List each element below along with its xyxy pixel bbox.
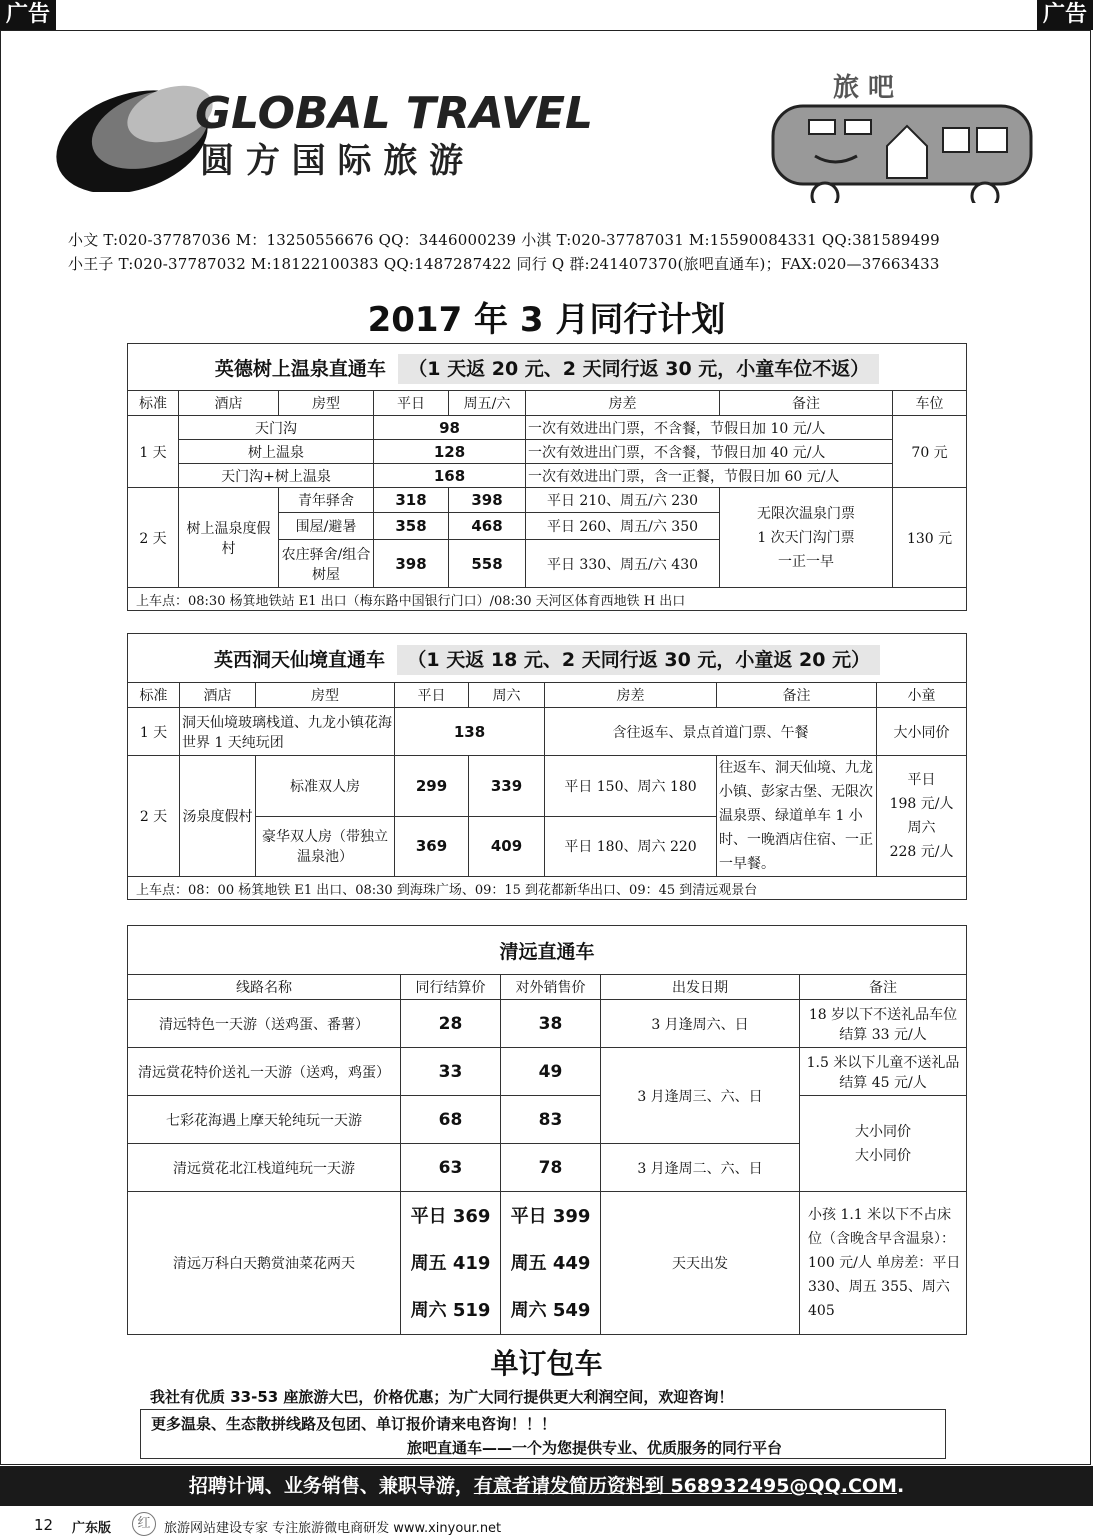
- col-diff: 房差: [526, 391, 720, 416]
- room-diff: 平日 330、周五/六 430: [526, 540, 720, 588]
- remark: [800, 1096, 967, 1192]
- day-label: 2 天: [128, 488, 179, 588]
- col-room: 房型: [256, 683, 395, 708]
- departure-date: 3 月逢周二、六、日: [601, 1144, 800, 1192]
- price: 98: [374, 416, 526, 440]
- col-weekend: 周五/六: [449, 391, 526, 416]
- col-hotel: 酒店: [180, 683, 256, 708]
- price-line: 周五 419: [410, 1252, 491, 1274]
- col-standard: 标准: [128, 683, 180, 708]
- price-line: 平日 369: [410, 1205, 491, 1227]
- price-line: 周五 449: [510, 1252, 591, 1274]
- peer-price: 28: [401, 1000, 501, 1048]
- room-diff: 平日 180、周六 220: [545, 816, 717, 877]
- tour-desc: 洞天仙境玻璃栈道、九龙小镇花海世界 1 天纯玩团: [180, 708, 395, 756]
- child-price: 大小同价: [877, 708, 967, 756]
- remark: 18 岁以下不送礼品车位结算 33 元/人: [800, 1000, 967, 1048]
- child-price: [877, 756, 967, 877]
- price: 168: [374, 464, 526, 488]
- col-peer-price: 同行结算价: [401, 975, 501, 1000]
- retail-price: 49: [501, 1048, 601, 1096]
- contact-line-1: 小文 T:020-37787036 M：13250556676 QQ：3446000239 小淇 T:020-37787031 M:15590084331 QQ:381589499: [68, 231, 940, 249]
- page-number: 12: [34, 1516, 54, 1534]
- charter-box: [140, 1409, 946, 1459]
- room-type: 豪华双人房（带独立温泉池）: [256, 816, 395, 877]
- ad-label-right: 广告: [1037, 0, 1093, 30]
- col-remark: 备注: [720, 391, 893, 416]
- seat-price: 130 元: [893, 488, 967, 588]
- room-diff: 平日 150、周六 180: [545, 756, 717, 817]
- room-type: 天门沟: [179, 416, 374, 440]
- col-weekday: 平日: [374, 391, 449, 416]
- route-name: 清远特色一天游（送鸡蛋、番薯）: [128, 1000, 401, 1048]
- yingde-note: （1 天返 20 元、2 天同行返 30 元，小童车位不返）: [398, 354, 879, 384]
- retail-price: 83: [501, 1096, 601, 1144]
- seat-price: 70 元: [893, 416, 967, 488]
- remark: 1.5 米以下儿童不送礼品结算 45 元/人: [800, 1048, 967, 1096]
- table-row: [128, 464, 967, 488]
- room-type: 天门沟+树上温泉: [179, 464, 374, 488]
- col-remark: 备注: [717, 683, 877, 708]
- qingyuan-header: [128, 926, 967, 975]
- note: 一次有效进出门票，不含餐，节假日加 40 元/人: [526, 440, 893, 464]
- recruit-email: 有意者请发简历资料到 568932495@QQ.COM: [473, 1475, 897, 1497]
- route-name: 清远赏花特价送礼一天游（送鸡，鸡蛋）: [128, 1048, 401, 1096]
- table-row: [128, 756, 967, 817]
- room-type: 青年驿舍: [279, 488, 374, 513]
- retail-price: 78: [501, 1144, 601, 1192]
- weekday-price: 358: [374, 513, 449, 540]
- boarding-info: 上车点：08：00 杨箕地铁 E1 出口、08:30 到海珠广场、09：15 到花都新华出口、09：45 到清远观景台: [128, 877, 967, 900]
- note: 一次有效进出门票，含一正餐，节假日加 60 元/人: [526, 464, 893, 488]
- hotel-name: 树上温泉度假村: [179, 488, 279, 588]
- contact-line-2: 小王子 T:020-37787032 M:18122100383 QQ:1487287422 同行 Q 群:241407370(旅吧直通车)；FAX:020—37663433: [68, 255, 940, 273]
- col-saturday: 周六: [469, 683, 545, 708]
- logo-en: GLOBAL TRAVEL: [195, 88, 594, 139]
- remark: 小孩 1.1 米以下不占床位（含晚含早含温泉）：100 元/人 单房差：平日 330、周五 355、周六 405: [800, 1192, 967, 1335]
- yingde-header: [128, 344, 967, 391]
- recruit-end: .: [896, 1475, 905, 1497]
- day-label: 1 天: [128, 708, 180, 756]
- col-standard: 标准: [128, 391, 179, 416]
- col-route: 线路名称: [128, 975, 401, 1000]
- footer-slogan: 旅游网站建设专家 专注旅游微电商研发 www.xinyour.net: [164, 1521, 502, 1536]
- room-diff: 平日 210、周五/六 230: [526, 488, 720, 513]
- includes: 含往返车、景点首道门票、午餐: [545, 708, 877, 756]
- boarding-info: 上车点：08:30 杨箕地铁站 E1 出口（梅东路中国银行门口）/08:30 天河区体育西地铁 H 出口: [128, 588, 967, 611]
- remark-line: 无限次温泉门票: [757, 505, 855, 522]
- yingxi-header: [128, 634, 967, 683]
- weekday-price: 299: [395, 756, 469, 817]
- child-line: 周六: [907, 820, 936, 836]
- peer-price: 63: [401, 1144, 501, 1192]
- retail-price: 38: [501, 1000, 601, 1048]
- yingxi-title: 英西洞天仙境直通车: [213, 648, 385, 671]
- weekday-price: 369: [395, 816, 469, 877]
- col-hotel: 酒店: [179, 391, 279, 416]
- price: 138: [395, 708, 545, 756]
- table-row: [128, 416, 967, 440]
- day-label: 1 天: [128, 416, 179, 488]
- global-travel-logo: [20, 72, 720, 192]
- room-type: 围屋/避暑: [279, 513, 374, 540]
- remark-line: 1 次天门沟门票: [757, 529, 855, 546]
- room-diff: 平日 260、周五/六 350: [526, 513, 720, 540]
- table-row: [128, 1048, 967, 1096]
- table-row: [128, 1000, 967, 1048]
- table-row: [128, 708, 967, 756]
- price-line: 周六 519: [410, 1299, 491, 1321]
- hotel-name: 汤泉度假村: [180, 756, 256, 877]
- room-type: 树上温泉: [179, 440, 374, 464]
- col-weekday: 平日: [395, 683, 469, 708]
- qingyuan-table: [127, 925, 967, 1335]
- charter-title: 单订包车: [490, 1347, 603, 1380]
- yingxi-table: [127, 633, 967, 900]
- weekday-price: 318: [374, 488, 449, 513]
- charter-box-line-2: 旅吧直通车——一个为您提供专业、优质服务的同行平台: [407, 1439, 783, 1457]
- recruit-text: 招聘计调、业务销售、兼职导游，: [188, 1475, 474, 1497]
- peer-price: [401, 1192, 501, 1335]
- departure-date: 3 月逢周三、六、日: [601, 1048, 800, 1144]
- child-line: 平日: [907, 772, 936, 788]
- departure-date: 天天出发: [601, 1192, 800, 1335]
- qingyuan-title: 清远直通车: [499, 940, 595, 963]
- table-row: [128, 1096, 967, 1144]
- col-remark: 备注: [800, 975, 967, 1000]
- footer: [0, 1510, 1093, 1538]
- retail-price: [501, 1192, 601, 1335]
- page-title: 2017 年 3 月同行计划: [367, 300, 726, 340]
- col-child: 小童: [877, 683, 967, 708]
- col-seat: 车位: [893, 391, 967, 416]
- table-row: [128, 1192, 967, 1335]
- edition-label: 广东版: [72, 1521, 112, 1536]
- yingxi-note: （1 天返 18 元、2 天同行返 30 元，小童返 20 元）: [397, 645, 880, 675]
- yingde-title: 英德树上温泉直通车: [214, 357, 386, 380]
- child-line: 198 元/人: [889, 796, 954, 812]
- col-room: 房型: [279, 391, 374, 416]
- charter-box-line-1: 更多温泉、生态散拼线路及包团、单订报价请来电咨询！！！: [151, 1415, 557, 1433]
- room-type: 标准双人房: [256, 756, 395, 817]
- peer-price: 33: [401, 1048, 501, 1096]
- charter-line: 我社有优质 33-53 座旅游大巴，价格优惠；为广大同行提供更大利润空间，欢迎咨询！: [150, 1388, 734, 1406]
- weekend-price: 558: [449, 540, 526, 588]
- weekend-price: 409: [469, 816, 545, 877]
- col-diff: 房差: [545, 683, 717, 708]
- remark: 往返车、洞天仙境、九龙小镇、彭家古堡、无限次温泉票、绿道单车 1 小时、一晚酒店住宿、一正一早餐。: [717, 756, 877, 877]
- route-name: 七彩花海遇上摩天轮纯玩一天游: [128, 1096, 401, 1144]
- room-type: 农庄驿舍/组合树屋: [279, 540, 374, 588]
- remark-line: 一正一早: [778, 553, 834, 570]
- bus-logo: [765, 68, 1040, 203]
- weekend-price: 398: [449, 488, 526, 513]
- route-name: 清远万科白天鹅赏油菜花两天: [128, 1192, 401, 1335]
- recruit-bar: [0, 1466, 1093, 1506]
- remark-line: 大小同价: [855, 1147, 911, 1164]
- child-line: 228 元/人: [889, 844, 954, 860]
- col-departure: 出发日期: [601, 975, 800, 1000]
- route-name: 清远赏花北江栈道纯玩一天游: [128, 1144, 401, 1192]
- remark-line: 大小同价: [855, 1123, 911, 1140]
- weekday-price: 398: [374, 540, 449, 588]
- price-line: 平日 399: [510, 1205, 591, 1227]
- departure-date: 3 月逢周六、日: [601, 1000, 800, 1048]
- peer-price: 68: [401, 1096, 501, 1144]
- price: 128: [374, 440, 526, 464]
- col-retail-price: 对外销售价: [501, 975, 601, 1000]
- weekend-price: 468: [449, 513, 526, 540]
- remark: [720, 488, 893, 588]
- badge-icon: 红: [132, 1512, 156, 1536]
- table-row: [128, 488, 967, 513]
- ad-label-left: 广告: [0, 0, 56, 30]
- price-line: 周六 549: [510, 1299, 591, 1321]
- note: 一次有效进出门票，不含餐，节假日加 10 元/人: [526, 416, 893, 440]
- bus-logo-text: 旅 吧: [833, 73, 895, 103]
- day-label: 2 天: [128, 756, 180, 877]
- weekend-price: 339: [469, 756, 545, 817]
- logo-cn: 圆 方 国 际 旅 游: [200, 141, 464, 181]
- table-row: [128, 440, 967, 464]
- yingde-table: [127, 343, 967, 611]
